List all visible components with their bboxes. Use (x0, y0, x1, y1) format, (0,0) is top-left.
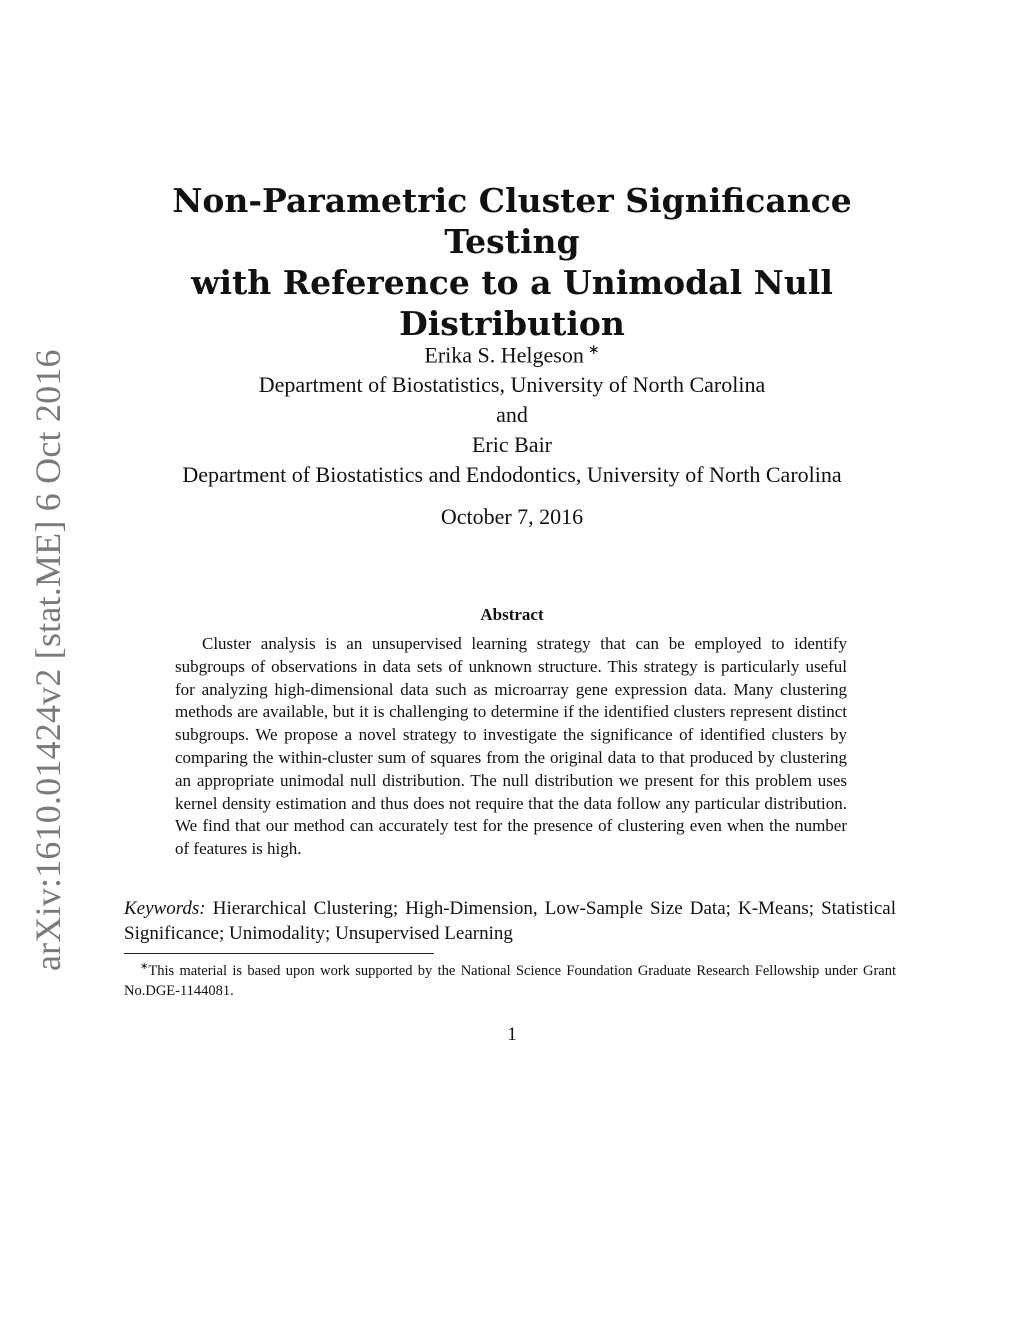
author-2-name: Eric Bair (471, 432, 553, 458)
arxiv-identifier-stamp: arXiv:1610.01424v2 [stat.ME] 6 Oct 2016 (28, 349, 68, 971)
footnote-mark: ∗ (140, 961, 149, 972)
author-1 (112, 336, 912, 370)
footnote (124, 957, 896, 1001)
page-number: 1 (507, 1024, 517, 1045)
abstract-heading: Abstract (480, 605, 544, 624)
title-line-1: Non-Parametric Cluster Significance Testing (172, 181, 852, 261)
author-1-footnote-mark[interactable]: ∗ (587, 343, 600, 358)
keywords (124, 896, 896, 946)
author-conjunction: and (496, 402, 528, 428)
abstract-text: Cluster analysis is an unsupervised learning strategy that can be employed to identify subgroups of observations in data sets of unknown structure. This strategy is particularly useful for analyzing high-dimensional data such as microarray gene expression data. Many clustering methods are available, but it is challenging to determine if the identified clusters represent distinct subgroups. We propose a novel strategy to investigate the significance of identified clusters by comparing the within-cluster sum of squares from the original data to that produced by clustering an appropriate unimodal null distribution. The null distribution we present for this problem uses kernel density estimation and thus does not require that the data follow any particular distribution. We find that our method can accurately test for the presence of clustering even when the number of features is high. (175, 634, 847, 859)
paper-title (112, 180, 912, 344)
keywords-label: Keywords: (124, 898, 206, 919)
author-2-affiliation: Department of Biostatistics and Endodontics, University of North Carolina (182, 462, 842, 488)
author-1-affiliation: Department of Biostatistics, University of North Carolina (258, 372, 766, 398)
author-block (112, 336, 912, 490)
keywords-text: Hierarchical Clustering; High-Dimension, Low-Sample Size Data; K-Means; Statistical Significance; Unimodality; Unsupervised Learning (124, 898, 897, 944)
footnote-text: This material is based upon work supported by the National Science Foundation Graduate Research Fellowship under Grant No.DGE-1144081. (124, 962, 896, 999)
footnote-rule (124, 953, 434, 954)
title-line-2: with Reference to a Unimodal Null (191, 263, 833, 302)
title-line-3: Distribution (399, 304, 625, 343)
author-1-name: Erika S. Helgeson (424, 342, 584, 368)
paper-date: October 7, 2016 (440, 504, 584, 529)
